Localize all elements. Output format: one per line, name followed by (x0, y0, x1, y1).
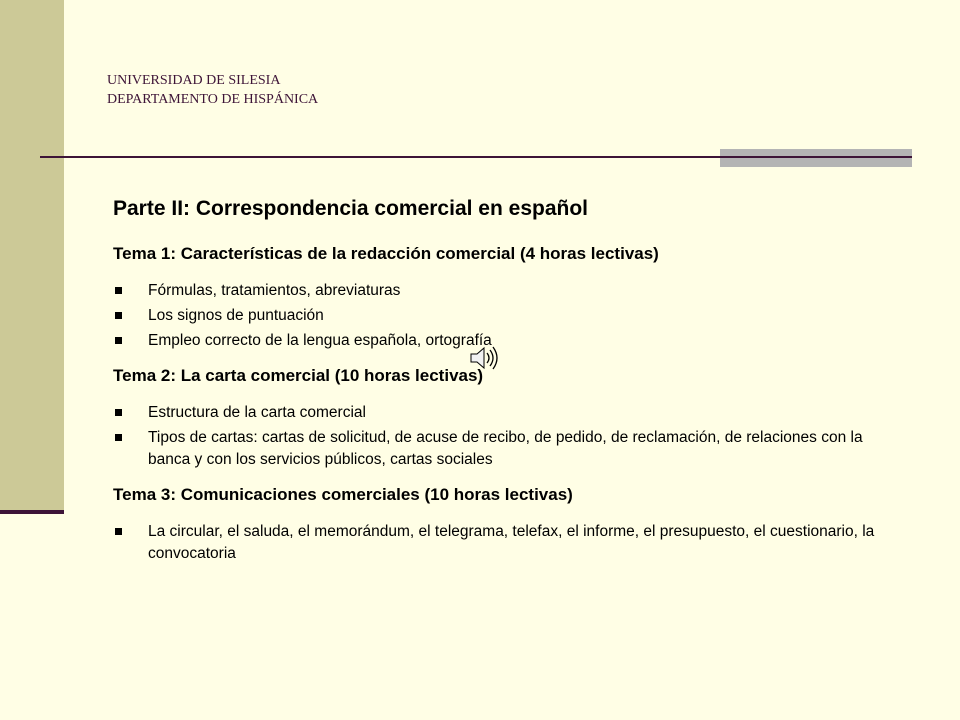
list-item: Empleo correcto de la lengua española, ortografía (113, 330, 903, 352)
square-bullet-icon (115, 409, 122, 416)
tema-2-list (113, 402, 903, 471)
list-item: Los signos de puntuación (113, 305, 903, 327)
institution-header (107, 71, 318, 109)
square-bullet-icon (115, 287, 122, 294)
rule-accent-block (720, 149, 912, 167)
square-bullet-icon (115, 434, 122, 441)
speaker-icon[interactable] (468, 343, 498, 373)
slide-title: Parte II: Correspondencia comercial en español (113, 197, 588, 220)
left-sidebar-band (0, 0, 64, 512)
slide-content (113, 197, 903, 579)
department-name: DEPARTAMENTO DE HISPÁNICA (107, 92, 319, 107)
list-item: Estructura de la carta comercial (113, 402, 903, 424)
list-item: Tipos de cartas: cartas de solicitud, de acuse de recibo, de pedido, de reclamación, de relaciones con la banca y con los servicios públicos, cartas sociales (113, 427, 903, 471)
tema-2-heading: Tema 2: La carta comercial (10 horas lectivas) (113, 366, 484, 385)
tema-3-list (113, 521, 903, 565)
list-item: La circular, el saluda, el memorándum, el telegrama, telefax, el informe, el presupuesto, el cuestionario, la convocatoria (113, 521, 903, 565)
list-item: Fórmulas, tratamientos, abreviaturas (113, 280, 903, 302)
tema-3-heading: Tema 3: Comunicaciones comerciales (10 horas lectivas) (113, 485, 573, 504)
square-bullet-icon (115, 528, 122, 535)
square-bullet-icon (115, 312, 122, 319)
tema-1-list (113, 280, 903, 352)
square-bullet-icon (115, 337, 122, 344)
sidebar-bottom-line (0, 510, 64, 514)
rule-accent-line (720, 156, 912, 158)
university-name: UNIVERSIDAD DE SILESIA (107, 73, 281, 88)
tema-1-heading: Tema 1: Características de la redacción comercial (4 horas lectivas) (113, 244, 659, 263)
